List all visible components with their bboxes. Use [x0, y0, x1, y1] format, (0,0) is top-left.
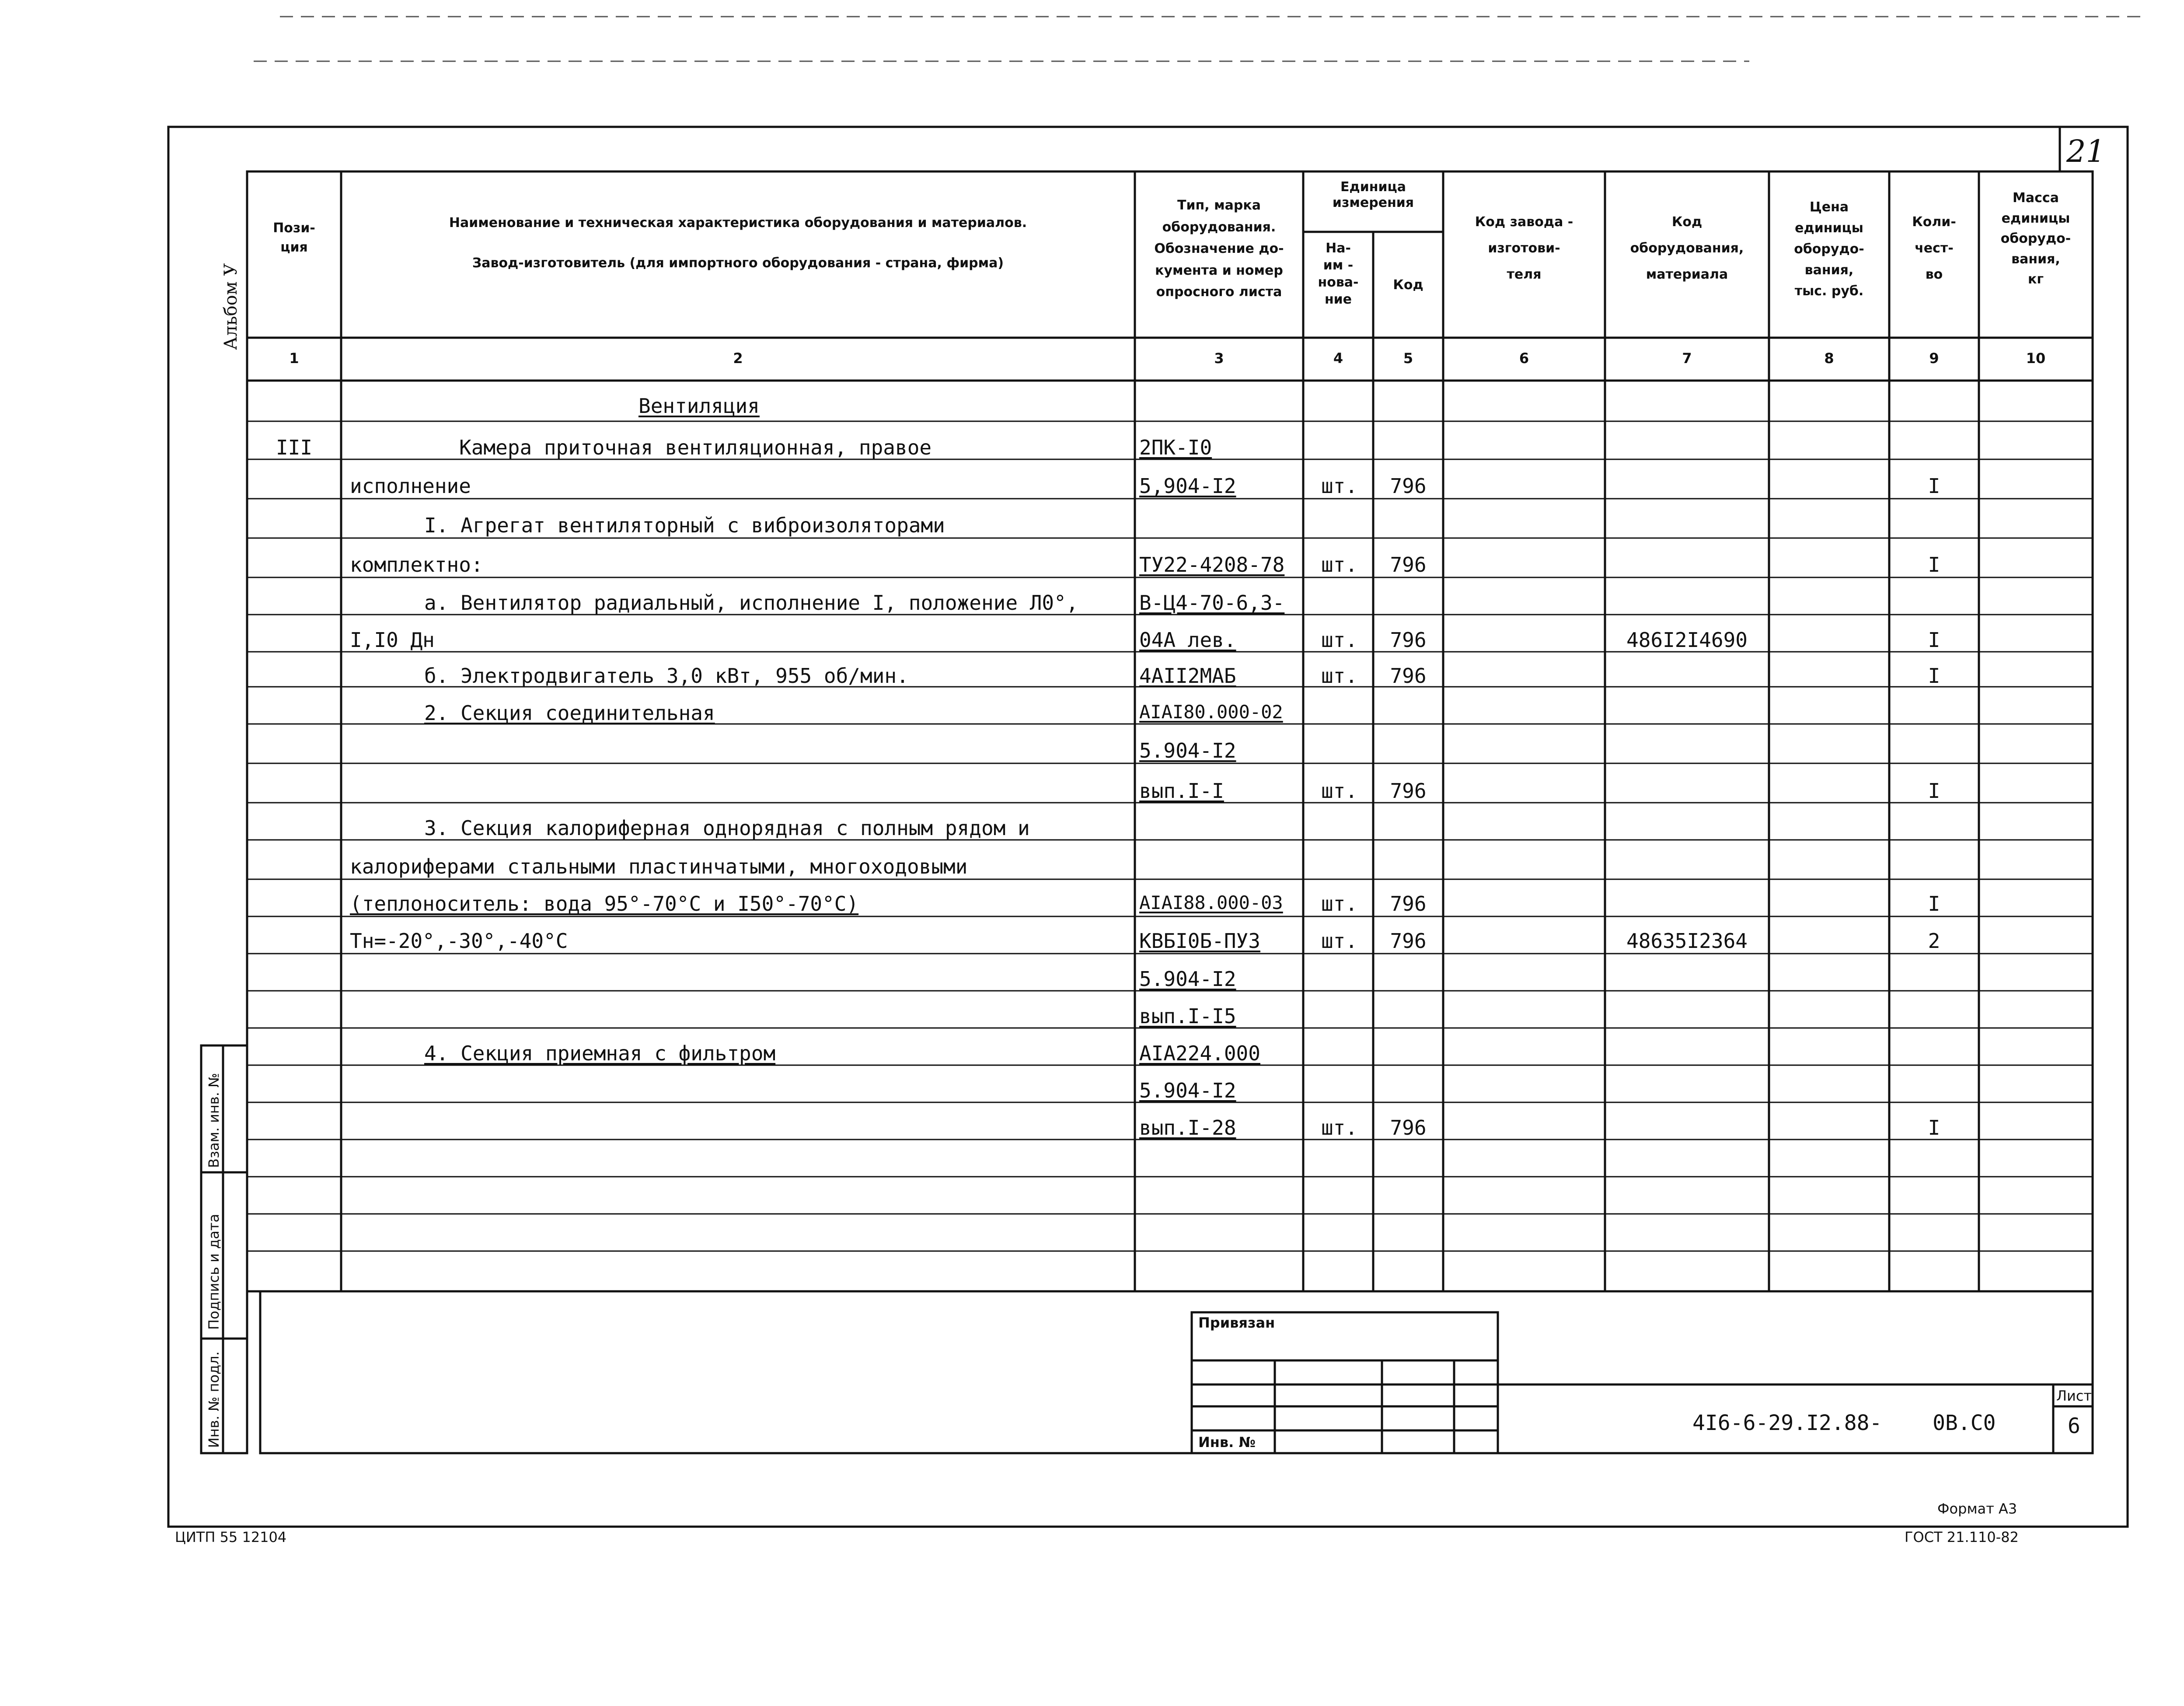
header-position: Пози- ция: [273, 220, 315, 255]
cell-type: 5,904-I2: [1139, 474, 1236, 498]
cell-type: 4АII2МАБ: [1139, 664, 1236, 688]
colnum-6: 6: [1519, 350, 1529, 367]
stamp-sheet-label: Лист: [2056, 1388, 2092, 1404]
header-quantity: Коли- чест- во: [1912, 214, 1956, 282]
cell-name: Вентиляция: [638, 394, 760, 418]
cell-qty: I: [1928, 553, 1940, 577]
header-plant-code: Код завода - изготови- теля: [1475, 214, 1573, 282]
cell-type: 5.904-I2: [1139, 967, 1236, 991]
cell-equip: 486I2I4690: [1626, 628, 1748, 652]
cell-name: калориферами стальными пластинчатыми, многоходовыми: [350, 855, 968, 878]
colnum-5: 5: [1403, 350, 1413, 367]
cell-type: вып.I-I: [1139, 779, 1224, 803]
cell-type: АIА224.000: [1139, 1042, 1260, 1065]
cell-name: 2. Секция соединительная: [424, 701, 715, 725]
cell-code: 796: [1390, 628, 1427, 652]
cell-unit: шт.: [1321, 553, 1358, 577]
cell-name: Камера приточная вентиляционная, правое: [459, 436, 932, 459]
cell-name: I,I0 Дн: [350, 628, 435, 652]
cell-name: Тн=-20°,-30°,-40°С: [350, 929, 568, 953]
stamp-inv-no: Инв. №: [1198, 1434, 1256, 1451]
cell-type: 2ПК-I0: [1139, 436, 1212, 459]
cell-unit: шт.: [1321, 1116, 1358, 1140]
cell-code: 796: [1390, 892, 1427, 916]
colnum-1: 1: [289, 350, 299, 367]
cell-qty: I: [1928, 628, 1940, 652]
header-mass: Масса единицы оборудо- вания, кг: [2000, 190, 2071, 287]
album-label: Альбом У: [221, 263, 241, 350]
cell-type: ТУ22-4208-78: [1139, 553, 1285, 577]
stamp-doc-code: 4I6-6-29.I2.88- 0В.С0: [1692, 1411, 1996, 1435]
cell-name: исполнение: [350, 474, 471, 498]
cell-name: 4. Секция приемная с фильтром: [424, 1042, 776, 1065]
side-stamp-inv: Инв. № подл.: [206, 1351, 222, 1448]
cell-type: АIАI80.000-02: [1139, 701, 1283, 723]
cell-code: 796: [1390, 929, 1427, 953]
cell-qty: I: [1928, 779, 1940, 803]
cell-unit: шт.: [1321, 664, 1358, 688]
cell-pos: III: [276, 436, 313, 459]
cell-type: АIАI88.000-03: [1139, 892, 1283, 913]
header-name-line1: Наименование и техническая характеристика оборудования и материалов.: [449, 215, 1027, 231]
header-equip-code: Код оборудования, материала: [1630, 214, 1744, 282]
header-unit-code: Код: [1393, 277, 1423, 293]
cell-equip: 486З5I2364: [1626, 929, 1748, 953]
cell-code: 796: [1390, 1116, 1427, 1140]
stamp-sheet-number: 6: [2068, 1414, 2080, 1438]
colnum-7: 7: [1682, 350, 1692, 367]
footer-left: ЦИТП 55 12104: [175, 1529, 287, 1545]
side-stamp-podpis: Подпись и дата: [206, 1213, 222, 1330]
cell-type: КВБI0Б-ПУЗ: [1139, 929, 1260, 953]
cell-name: I. Агрегат вентиляторный с виброизоляторами: [424, 514, 945, 537]
cell-type: 5.904-I2: [1139, 1079, 1236, 1102]
footer-format: Формат А3: [1937, 1500, 2017, 1517]
page-number-handwritten: 21: [2066, 133, 2106, 169]
cell-type: 04А лев.: [1139, 628, 1236, 652]
cell-code: 796: [1390, 779, 1427, 803]
cell-qty: I: [1928, 664, 1940, 688]
cell-unit: шт.: [1321, 474, 1358, 498]
header-name-line2: Завод-изготовитель (для импортного оборудования - страна, фирма): [472, 255, 1004, 271]
header-type: Тип, марка оборудования. Обозначение до- кумента и номер опросного листа: [1154, 198, 1284, 300]
header-unit-name: На- им - нова- ние: [1318, 241, 1359, 307]
cell-unit: шт.: [1321, 929, 1358, 953]
colnum-9: 9: [1929, 350, 1939, 367]
cell-code: 796: [1390, 664, 1427, 688]
colnum-8: 8: [1824, 350, 1834, 367]
cell-qty: I: [1928, 474, 1940, 498]
header-unit-group: Единица измерения: [1332, 179, 1414, 210]
cell-unit: шт.: [1321, 892, 1358, 916]
colnum-10: 10: [2026, 350, 2046, 367]
cell-qty: 2: [1928, 929, 1940, 953]
cell-code: 796: [1390, 553, 1427, 577]
cell-name: а. Вентилятор радиальный, исполнение I, положение Л0°,: [424, 591, 1078, 615]
colnum-3: 3: [1214, 350, 1224, 367]
cell-unit: шт.: [1321, 779, 1358, 803]
header-price: Цена единицы оборудо- вания, тыс. руб.: [1794, 199, 1864, 299]
stamp-privyazan: Привязан: [1198, 1314, 1275, 1331]
side-stamp-vzam: Взам. инв. №: [206, 1073, 222, 1168]
cell-type: 5.904-I2: [1139, 739, 1236, 762]
cell-code: 796: [1390, 474, 1427, 498]
footer-gost: ГОСТ 21.110-82: [1905, 1529, 2019, 1545]
colnum-2: 2: [733, 350, 743, 367]
cell-qty: I: [1928, 892, 1940, 916]
colnum-4: 4: [1333, 350, 1343, 367]
cell-name: комплектно:: [350, 553, 483, 577]
cell-name: 3. Секция калориферная однорядная с полным рядом и: [424, 816, 1030, 840]
cell-type: вып.I-I5: [1139, 1004, 1236, 1028]
cell-type: вып.I-28: [1139, 1116, 1236, 1140]
cell-name: (теплоноситель: вода 95°-70°С и I50°-70°С): [350, 892, 859, 916]
cell-unit: шт.: [1321, 628, 1358, 652]
cell-qty: I: [1928, 1116, 1940, 1140]
cell-type: В-Ц4-70-6,3-: [1139, 591, 1285, 615]
cell-name: б. Электродвигатель 3,0 кВт, 955 об/мин.: [424, 664, 909, 688]
